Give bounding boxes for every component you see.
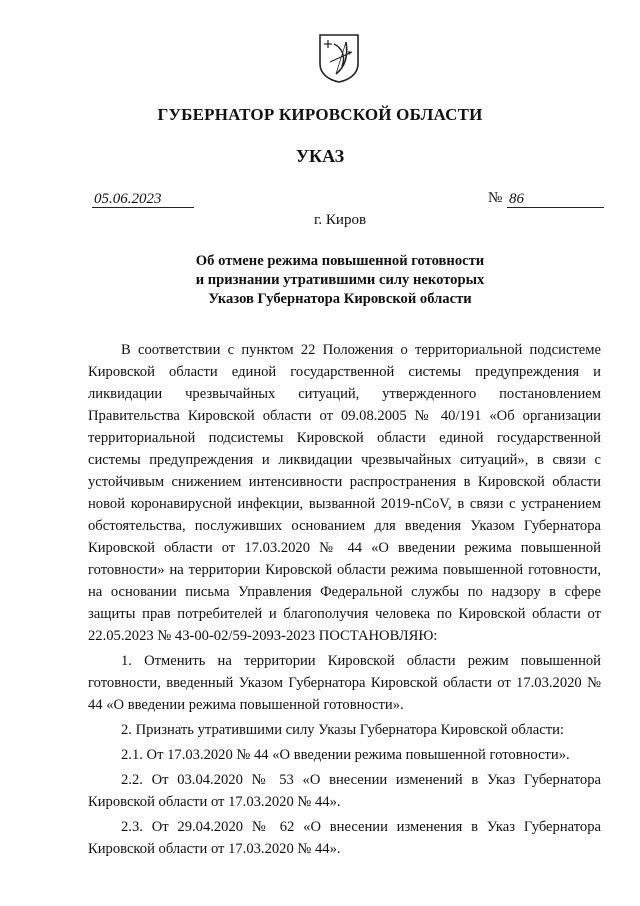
clause-1: 1. Отменить на территории Кировской области режим повышенной готовности, введенный Указом Губернатора Кировской области от 17.03.2020 № 44 «О введении режима повышенной готовности».	[88, 653, 601, 713]
city: г. Киров	[313, 212, 367, 228]
document-body	[88, 339, 601, 860]
clause-2-2: 2.2. От 03.04.2020 № 53 «О внесении изменений в Указ Губернатора Кировской области от 17.03.2020 № 44».	[88, 772, 601, 810]
document-date: 05.06.2023	[92, 191, 194, 208]
document-type: УКАЗ	[295, 146, 345, 166]
document-title	[120, 252, 560, 309]
number-label: №	[488, 190, 503, 206]
coat-of-arms-icon	[316, 32, 362, 84]
document-number: 86	[507, 191, 604, 208]
preamble-paragraph: В соответствии с пунктом 22 Положения о территориальной подсистеме Кировской области единой государственной системы предупреждения и ликвидации чрезвычайных ситуаций, утвержденного постановлением Правительства Кировской области от 09.08.2005 № 40/191 «Об организации территориальной подсистемы Кировской области единой государственной системы предупреждения и ликвидации чрезвычайных ситуаций», в связи с устойчивым снижением интенсивности распространения в Кировской области новой коронавирусной инфекции, вызванной 2019-nCoV, в связи с устранением обстоятельства, послуживших основанием для введения Указом Губернатора Кировской области от 17.03.2020 № 44 «О введении режима повышенной готовности» на территории Кировской области режима повышенной готовности, на основании письма Управления Федеральной службы по надзору в сфере защиты прав потребителей и благополучия человека по Кировской области от 22.05.2023 № 43-00-02/59-2093-2023 ПОСТАНОВЛЯЮ:	[88, 342, 601, 644]
title-line: Указов Губернатора Кировской области	[208, 291, 472, 307]
clause-2: 2. Признать утратившими силу Указы Губернатора Кировской области:	[121, 722, 564, 738]
issuing-authority: ГУБЕРНАТОР КИРОВСКОЙ ОБЛАСТИ	[157, 105, 483, 124]
title-line: Об отмене режима повышенной готовности	[195, 253, 485, 269]
clause-2-3: 2.3. От 29.04.2020 № 62 «О внесении изменения в Указ Губернатора Кировской области от 17.03.2020 № 44».	[88, 819, 601, 857]
title-line: и признании утратившими силу некоторых	[195, 272, 485, 288]
clause-2-1: 2.1. От 17.03.2020 № 44 «О введении режима повышенной готовности».	[121, 747, 570, 763]
